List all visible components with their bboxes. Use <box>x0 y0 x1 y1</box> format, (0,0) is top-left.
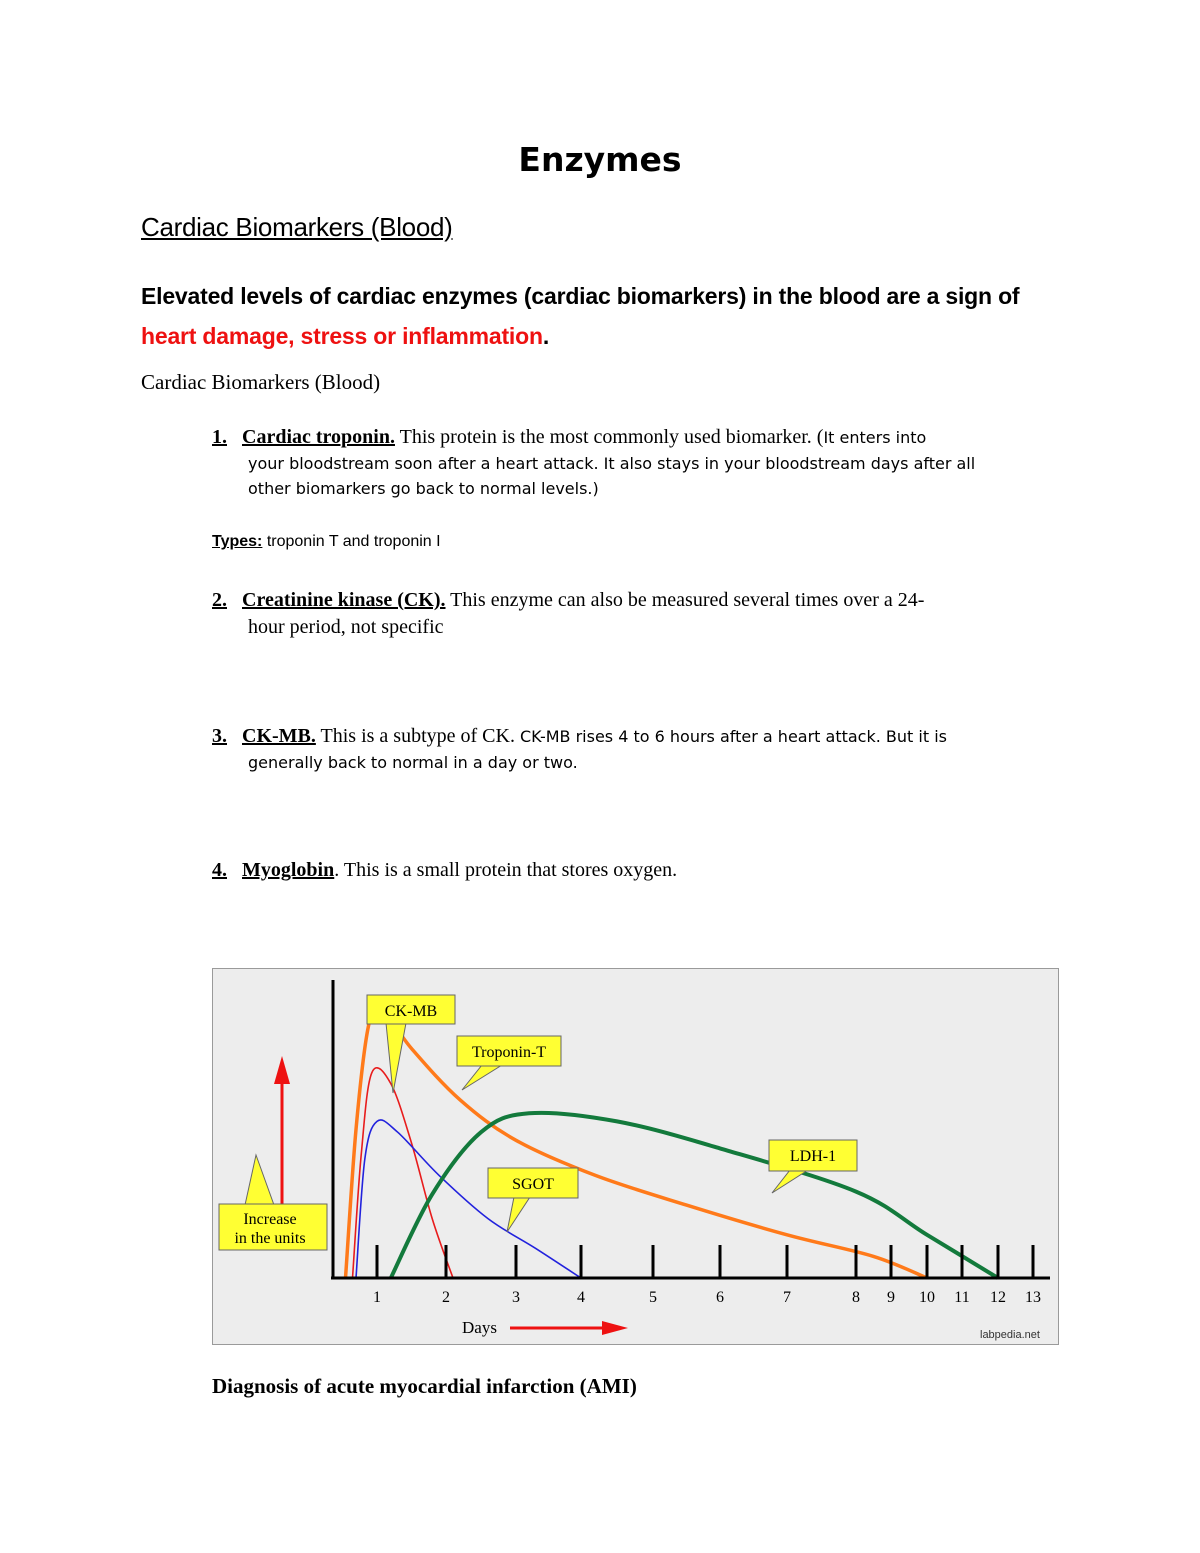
list-term: Cardiac troponin. <box>242 426 395 448</box>
list-continuation: other biomarkers go back to normal levels.) <box>248 479 599 498</box>
callout-label: CK-MB <box>384 1003 438 1020</box>
callout-label: SGOT <box>512 1176 554 1193</box>
x-tick-label: 8 <box>852 1289 860 1306</box>
lead-end: . <box>542 323 550 349</box>
x-axis-label: Days <box>462 1318 497 1337</box>
list-desc: This enzyme can also be measured several times over a 24- <box>445 589 925 611</box>
x-tick-label: 5 <box>649 1289 657 1306</box>
x-tick-label: 3 <box>512 1289 520 1306</box>
list-item-ckmb <box>212 723 1072 775</box>
x-tick-label: 2 <box>442 1289 450 1306</box>
list-number: 4. <box>212 859 227 881</box>
types-label: Types: <box>212 533 263 550</box>
list-term: Creatinine kinase (CK). <box>242 589 446 611</box>
list-continuation: your bloodstream soon after a heart attack. It also stays in your bloodstream days after all <box>248 454 976 473</box>
list-note: CK-MB rises 4 to 6 hours after a heart attack. But it is <box>519 727 947 746</box>
section-heading: Cardiac Biomarkers (Blood) <box>141 212 453 242</box>
lead-highlight: heart damage, stress or inflammation <box>141 323 543 349</box>
list-item-myoglobin <box>212 857 1072 884</box>
list-desc: This is a subtype of CK. <box>315 725 520 747</box>
callout-label: Troponin-T <box>471 1044 547 1061</box>
types-line <box>212 533 441 551</box>
watermark: labpedia.net <box>980 1329 1040 1341</box>
x-tick-label: 10 <box>919 1289 935 1306</box>
list-item-ck <box>212 587 1072 641</box>
list-term: Myoglobin <box>242 859 335 881</box>
x-tick-label: 11 <box>954 1289 970 1306</box>
list-continuation: hour period, not specific <box>248 616 444 638</box>
list-desc: This protein is the most commonly used biomarker. ( <box>394 426 824 448</box>
list-number: 1. <box>212 426 227 448</box>
list-desc: . This is a small protein that stores oxygen. <box>334 859 678 881</box>
figure-caption: Diagnosis of acute myocardial infarction (AMI) <box>212 1374 637 1398</box>
enzyme-chart-figure <box>212 968 1059 1350</box>
x-tick-label: 12 <box>990 1289 1006 1306</box>
x-tick-label: 4 <box>577 1289 585 1306</box>
list-number: 2. <box>212 589 227 611</box>
subheading: Cardiac Biomarkers (Blood) <box>141 370 381 394</box>
types-text: troponin T and troponin I <box>262 533 441 550</box>
x-tick-label: 1 <box>373 1289 381 1306</box>
x-tick-label: 7 <box>783 1289 791 1306</box>
list-term: CK-MB. <box>242 725 316 747</box>
lead-text: Elevated levels of cardiac enzymes (cardiac biomarkers) in the blood are a sign of <box>141 283 1020 309</box>
list-item-troponin <box>212 424 1072 501</box>
x-tick-label: 6 <box>716 1289 724 1306</box>
x-tick-label: 9 <box>887 1289 895 1306</box>
document-title: Enzymes <box>518 140 682 179</box>
x-tick-label: 13 <box>1025 1289 1041 1306</box>
list-number: 3. <box>212 725 227 747</box>
enzyme-chart <box>212 968 1059 1345</box>
list-note: It enters into <box>823 428 927 447</box>
callout-label: Increase in the units <box>234 1211 306 1247</box>
callout-label: LDH-1 <box>789 1148 837 1165</box>
lead-paragraph <box>141 276 1061 356</box>
list-continuation: generally back to normal in a day or two. <box>248 753 578 772</box>
